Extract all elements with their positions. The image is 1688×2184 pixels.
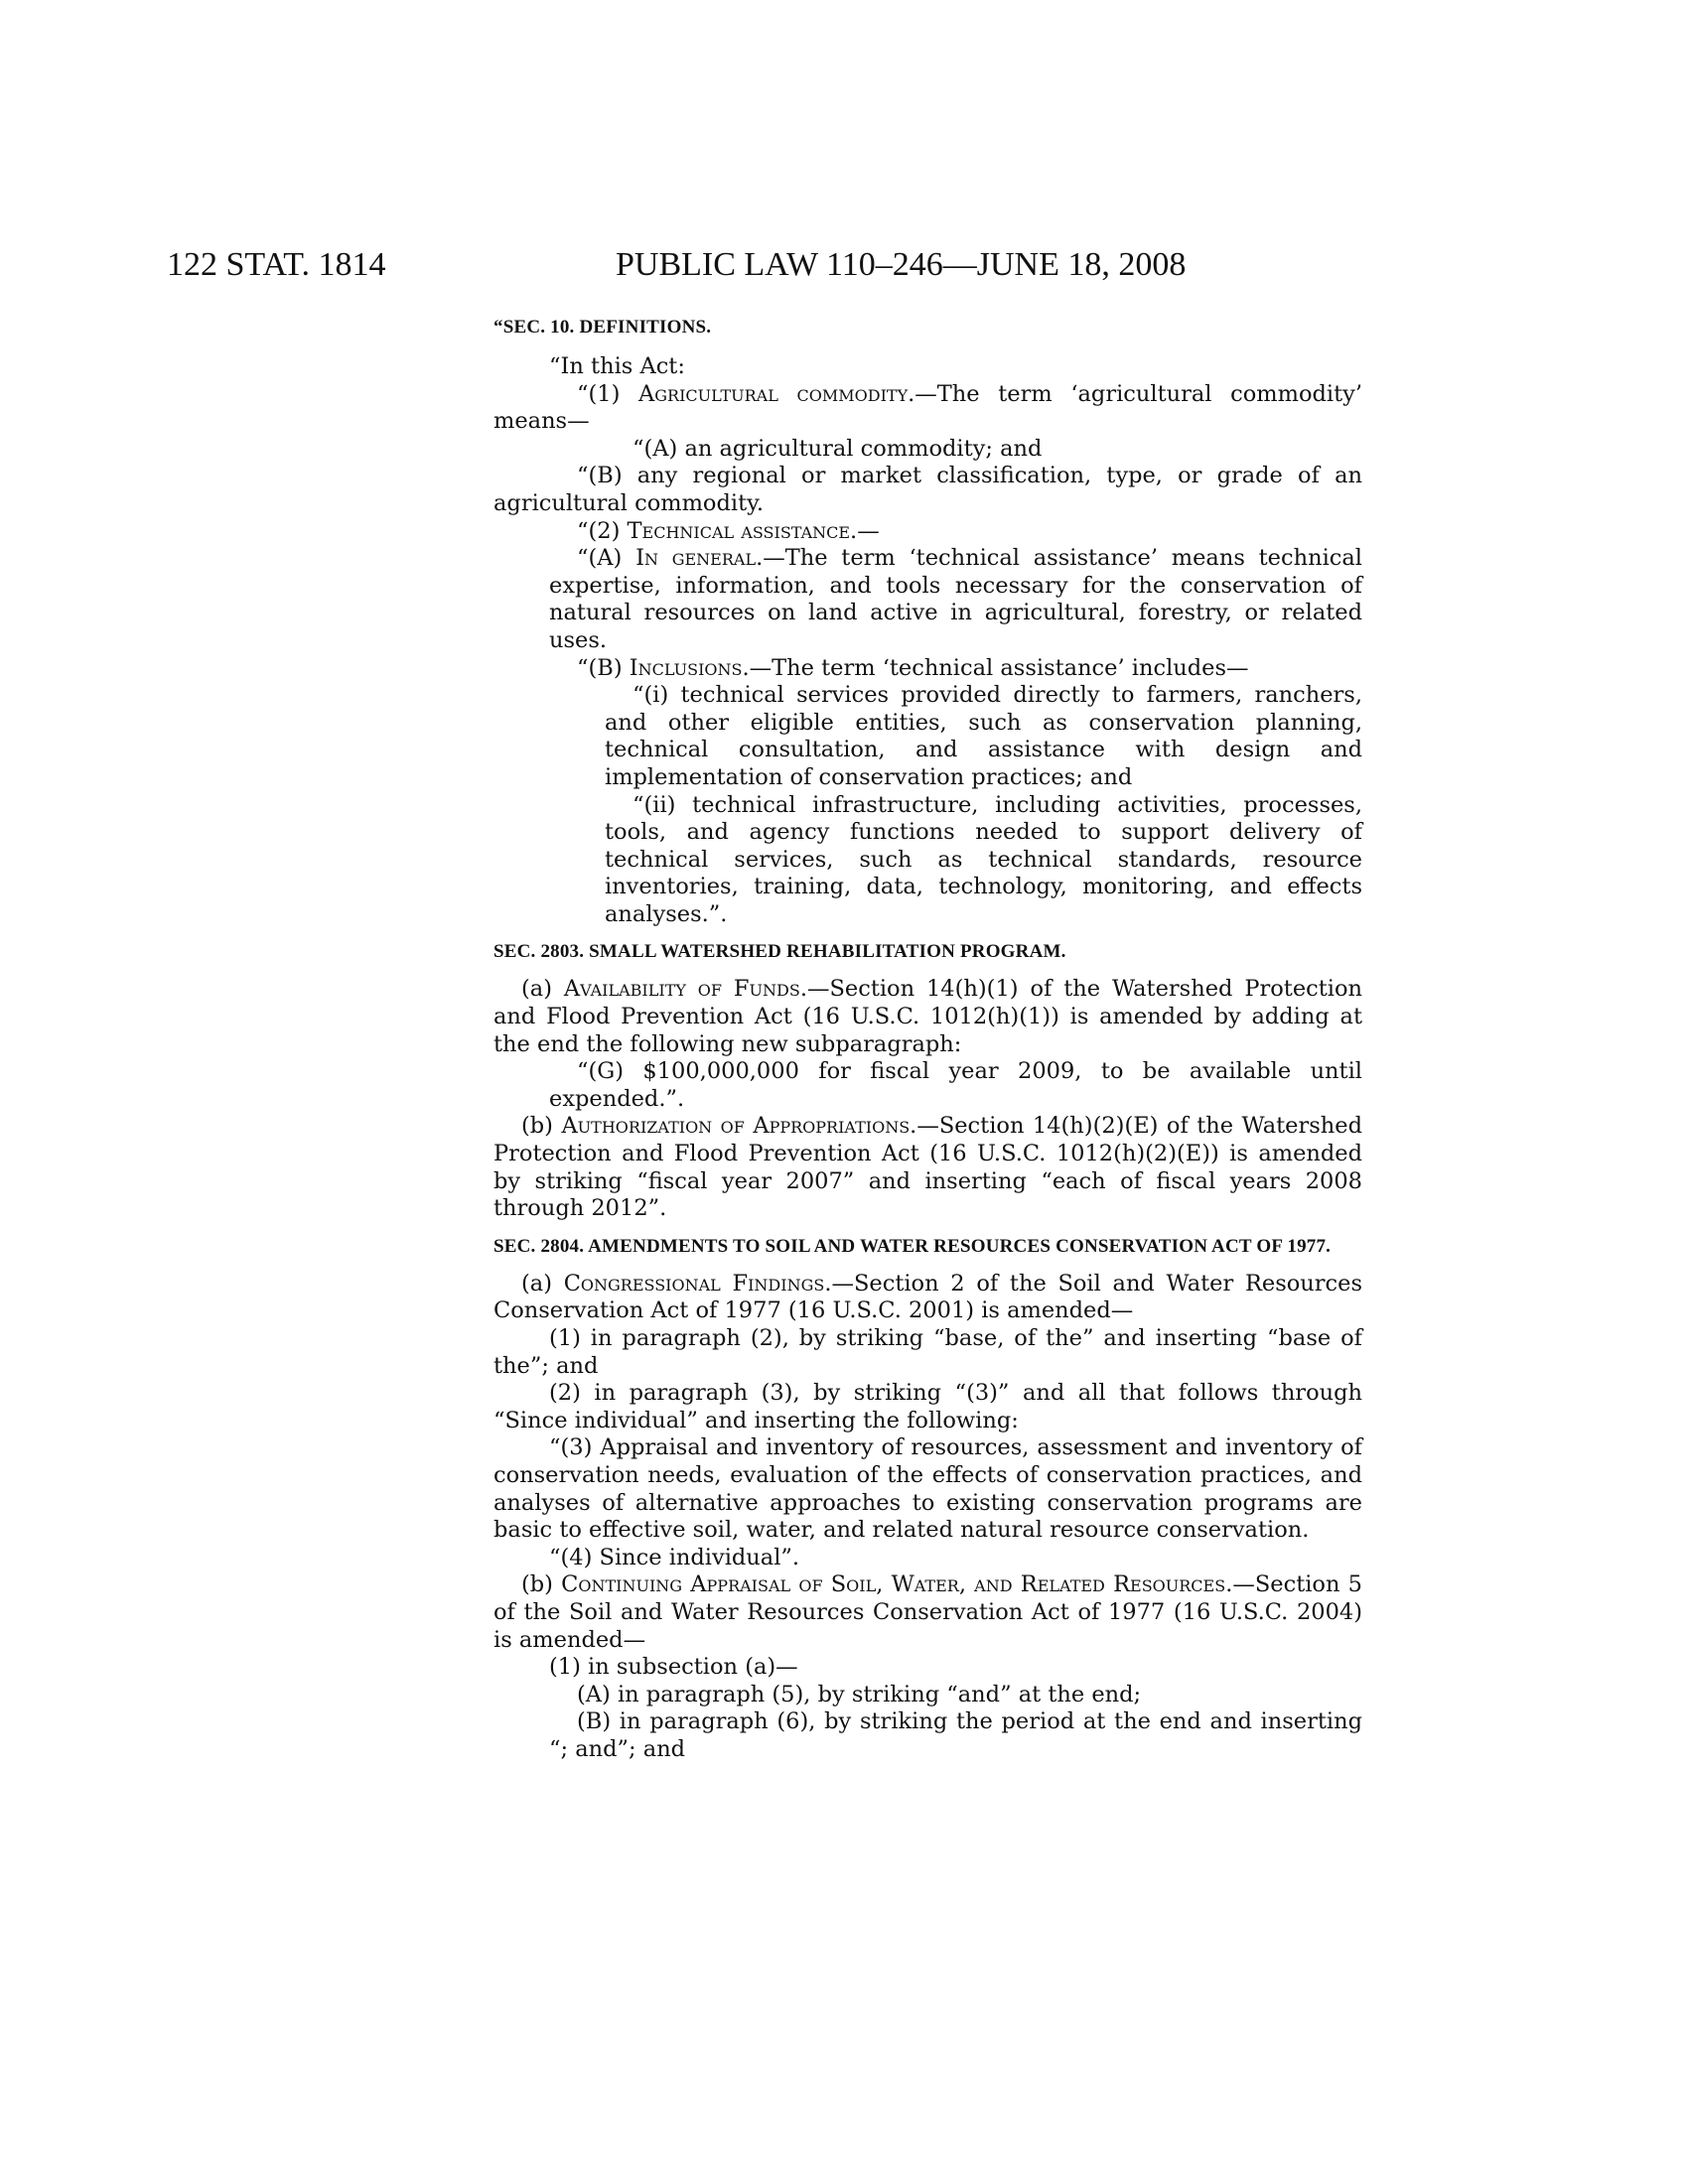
public-law-title: PUBLIC LAW 110–246—JUNE 18, 2008 xyxy=(616,246,1187,283)
sec10-paragraph-2: “(2) Technical assistance.— xyxy=(577,517,880,544)
sec2804-b-1-b: (B) in paragraph (6), by striking the period at the end and inserting “; and”; and xyxy=(549,1708,1362,1762)
section-2803-heading: SEC. 2803. SMALL WATERSHED REHABILITATION PROGRAM. xyxy=(493,941,1066,963)
statute-page-reference: 122 STAT. 1814 xyxy=(167,246,386,283)
sec2803-subsection-a: (a) Availability of Funds.—Section 14(h)(1) of the Watershed Protection and Flood Prevention Act (16 U.S.C. 1012(h)(1)) is amended by adding at the end the following new subparagraph: xyxy=(493,976,1363,1057)
sec2804-a-paragraph-2: (2) in paragraph (3), by striking “(3)” and all that follows through “Since individual” and inserting the following: xyxy=(493,1380,1362,1433)
sec2803-subsection-b: (b) Authorization of Appropriations.—Section 14(h)(2)(E) of the Watershed Protection and Flood Prevention Act (16 U.S.C. 1012(h)(2)(E)) is amended by striking “fiscal year 2007” and inserting “each of fiscal years 2008 through 2012”. xyxy=(493,1113,1362,1222)
sec2804-subsection-a: (a) Congressional Findings.—Section 2 of the Soil and Water Resources Conservation Act of 1977 (16 U.S.C. 2001) is amended— xyxy=(493,1270,1363,1324)
sec2804-b-1-a: (A) in paragraph (5), by striking “and” at the end; xyxy=(577,1681,1142,1707)
sec10-paragraph-2-a: “(A) In general.—The term ‘technical assistance’ means technical expertise, information, and tools necessary for the conservation of natural resources on land active in agricultural, forestry, or related uses. xyxy=(549,545,1362,653)
section-2804-heading: SEC. 2804. AMENDMENTS TO SOIL AND WATER RESOURCES CONSERVATION ACT OF 1977. xyxy=(493,1235,1332,1257)
sec10-clause-i: “(i) technical services provided directly to farmers, ranchers, and other eligible entities, such as conservation planning, technical consultation, and assistance with design and implementation of conservation practices; and xyxy=(605,682,1362,790)
sec10-paragraph-1: “(1) Agricultural commodity.—The term ‘agricultural commodity’ means— xyxy=(493,380,1362,435)
sec10-paragraph-2-b: “(B) Inclusions.—The term ‘technical assistance’ includes— xyxy=(577,654,1249,681)
document-body xyxy=(493,316,1362,1764)
sec2803-subparagraph-g: “(G) $100,000,000 for fiscal year 2009, to be available until expended.”. xyxy=(549,1058,1362,1112)
sec2804-a-quoted-4: “(4) Since individual”. xyxy=(549,1544,800,1570)
sec2804-subsection-b: (b) Continuing Appraisal of Soil, Water, and Related Resources.—Section 5 of the Soil and Water Resources Conservation Act of 1977 (16 U.S.C. 2004) is amended— xyxy=(493,1571,1362,1653)
section-10-heading: “SEC. 10. DEFINITIONS. xyxy=(493,317,712,338)
sec10-clause-ii: “(ii) technical infrastructure, including activities, processes, tools, and agency functions needed to support delivery of technical services, such as technical standards, resource inventories, training, data, technology, monitoring, and effects analyses.”. xyxy=(605,791,1362,927)
sec10-intro: “In this Act: xyxy=(549,353,685,379)
sec10-paragraph-1-a: “(A) an agricultural commodity; and xyxy=(633,435,1043,462)
sec2804-a-quoted-3: “(3) Appraisal and inventory of resources, assessment and inventory of conservation needs, evaluation of the effects of conservation practices, and analyses of alternative approaches to existing conservation programs are basic to effective soil, water, and related natural resource conservation. xyxy=(493,1434,1362,1544)
running-header xyxy=(0,246,1688,286)
sec2804-b-paragraph-1: (1) in subsection (a)— xyxy=(549,1654,798,1681)
sec10-paragraph-1-b: “(B) any regional or market classification, type, or grade of an agricultural commodity. xyxy=(493,463,1362,516)
sec2804-a-paragraph-1: (1) in paragraph (2), by striking “base, of the” and inserting “base of the”; and xyxy=(493,1325,1362,1379)
